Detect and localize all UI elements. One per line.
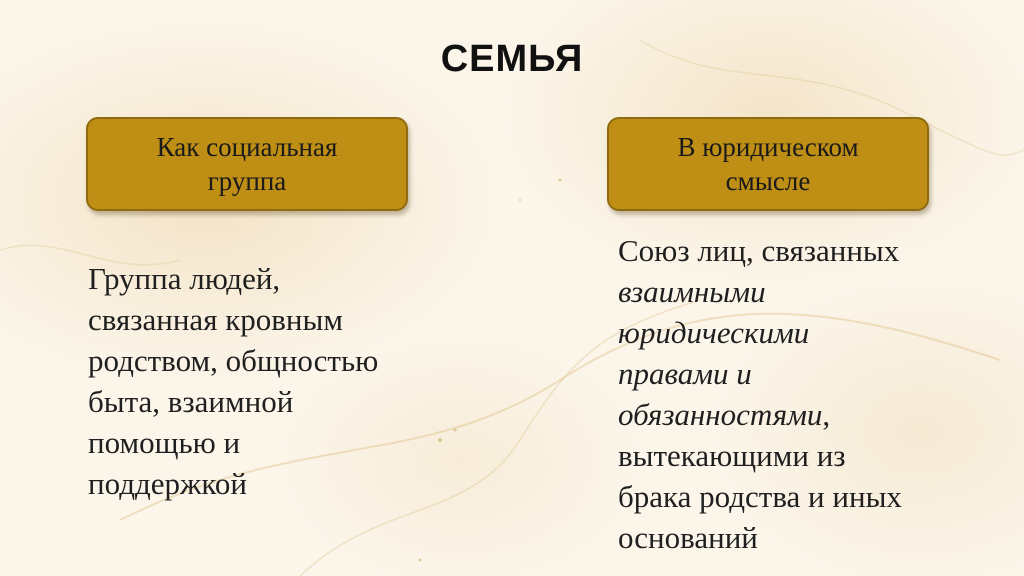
social-group-heading-line2: группа <box>207 166 287 196</box>
definition-line-italic: правами и <box>618 356 752 391</box>
definition-line: Союз лиц, связанных <box>618 233 900 268</box>
social-group-definition <box>88 258 418 504</box>
definition-line-italic: взаимными <box>618 274 766 309</box>
definition-line-italic: юридическими <box>618 315 810 350</box>
legal-sense-heading-line2: смысле <box>725 166 811 196</box>
definition-line: оснований <box>618 520 758 555</box>
legal-sense-heading-box <box>607 117 929 211</box>
social-group-heading-line1: Как социальная <box>156 132 338 162</box>
definition-line: быта, взаимной <box>88 384 294 419</box>
legal-definition <box>618 230 958 558</box>
definition-line: вытекающими из <box>618 438 846 473</box>
definition-italic-word: обязанностями <box>618 397 823 432</box>
definition-line-mixed <box>618 394 958 435</box>
legal-sense-heading-line1: В юридическом <box>677 132 859 162</box>
definition-comma: , <box>822 397 831 432</box>
definition-line: помощью и <box>88 425 241 460</box>
definition-line: брака родства и иных <box>618 479 902 514</box>
definition-line: родством, общностью <box>88 343 379 378</box>
social-group-heading-box <box>86 117 408 211</box>
definition-line: поддержкой <box>88 466 247 501</box>
definition-line: Группа людей, <box>88 261 281 296</box>
definition-line: связанная кровным <box>88 302 343 337</box>
slide-title: СЕМЬЯ <box>440 38 584 80</box>
